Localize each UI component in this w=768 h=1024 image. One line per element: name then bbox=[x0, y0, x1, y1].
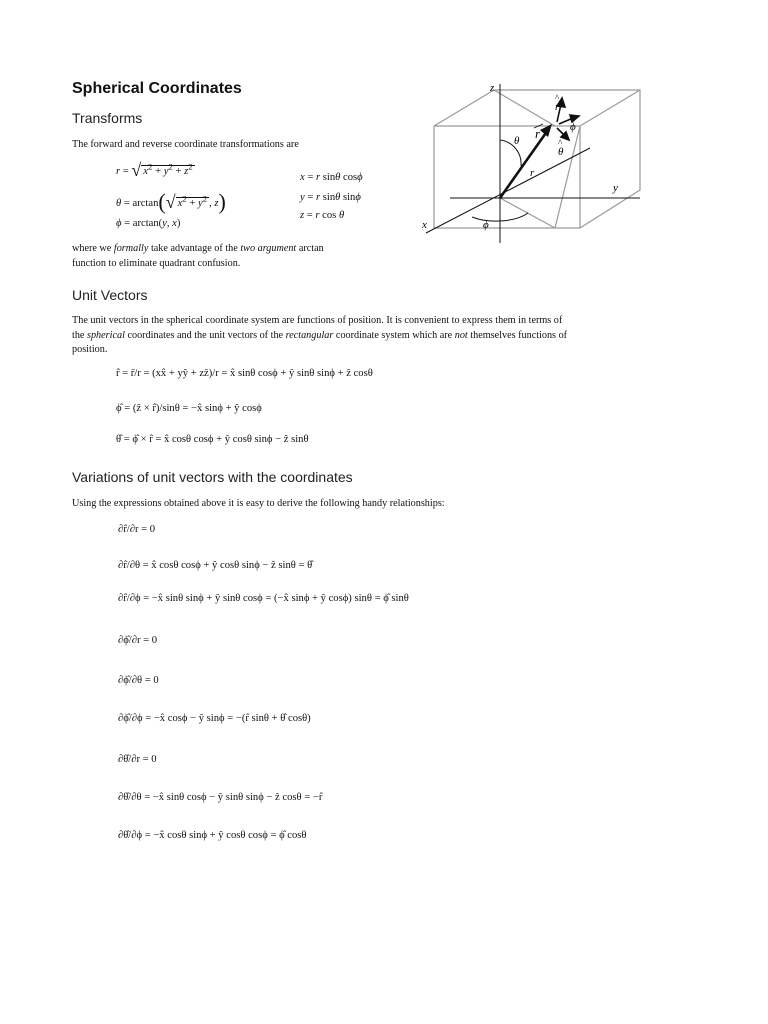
eq-dphi-hat-dphi: ∂ϕ̂/∂ϕ = −x̂ cosϕ − ŷ sinϕ = −(r̂ sinθ + θ̂ cosθ) bbox=[118, 713, 311, 724]
unit-vectors-para-line2: the spherical coordinates and the unit vectors of the rectangular coordinate system which are not themselves functions of bbox=[72, 330, 568, 341]
unit-vectors-para-line1: The unit vectors in the spherical coordinate system are functions of position. It is convenient to express them in terms of bbox=[72, 315, 563, 326]
eq-r-hat: r̂ = r̄/r = (xx̂ + yŷ + zẑ)/r = x̂ sinθ cosϕ + ŷ sinθ sinϕ + ẑ cosθ bbox=[116, 368, 373, 379]
section-heading-transforms: Transforms bbox=[72, 110, 143, 126]
axis-label-y: y bbox=[613, 182, 618, 194]
theta-hat-caret: ^ bbox=[558, 138, 563, 148]
eq-dtheta-hat-dtheta: ∂θ̂/∂θ = −x̂ sinθ cosϕ − ŷ sinθ sinϕ − ẑ cosθ = −r̂ bbox=[118, 792, 323, 803]
r-hat-label: r bbox=[555, 101, 560, 113]
angle-label-theta: θ bbox=[514, 135, 520, 147]
spherical-coordinates-figure bbox=[410, 78, 650, 248]
transforms-intro: The forward and reverse coordinate transformations are bbox=[72, 139, 299, 150]
radius-label: r bbox=[530, 167, 535, 179]
radius-vector-label: r bbox=[535, 126, 541, 141]
eq-dtheta-hat-dr: ∂θ̂/∂r = 0 bbox=[118, 754, 157, 765]
eq-dr-hat-dtheta: ∂r̂/∂θ = x̂ cosθ cosϕ + ŷ cosθ sinϕ − ẑ sinθ = θ̂ bbox=[118, 560, 313, 571]
eq-x-reverse: x = r sinθ cosϕ bbox=[300, 172, 363, 183]
eq-phi-hat: ϕ̂ = (ẑ × r̂)/sinθ = −x̂ sinϕ + ŷ cosϕ bbox=[116, 403, 262, 414]
phi-hat-label: ϕ bbox=[570, 121, 576, 133]
axis-label-x: x bbox=[422, 219, 427, 231]
eq-dphi-hat-dtheta: ∂ϕ̂/∂θ = 0 bbox=[118, 675, 159, 686]
section-heading-unit-vectors: Unit Vectors bbox=[72, 287, 148, 303]
eq-r-forward: r = √ $x^2 + y^2 + z^2$ bbox=[116, 160, 193, 180]
section-heading-variations: Variations of unit vectors with the coordinates bbox=[72, 469, 353, 485]
r-hat-caret: ^ bbox=[555, 93, 560, 103]
angle-label-phi: ϕ bbox=[483, 219, 489, 231]
eq-dtheta-hat-dphi: ∂θ̂/∂ϕ = −x̂ cosθ sinϕ + ŷ cosθ cosϕ = ϕ̂ cosθ bbox=[118, 830, 307, 841]
eq-dphi-hat-dr: ∂ϕ̂/∂r = 0 bbox=[118, 635, 158, 646]
phi-hat-caret: ^ bbox=[570, 113, 575, 123]
theta-hat-label: θ bbox=[558, 146, 564, 158]
eq-theta-hat: θ̂ = ϕ̂ × r̂ = x̂ cosθ cosϕ + ŷ cosθ sinϕ − ẑ sinθ bbox=[116, 434, 309, 445]
arctan-note-line1: where we formally take advantage of the two argument arctan bbox=[72, 243, 324, 254]
unit-vectors-para-line3: position. bbox=[72, 344, 108, 355]
eq-y-reverse: y = r sinθ sinϕ bbox=[300, 192, 361, 203]
arctan-note-line2: function to eliminate quadrant confusion. bbox=[72, 258, 241, 269]
eq-dr-hat-dphi: ∂r̂/∂ϕ = −x̂ sinθ sinϕ + ŷ sinθ cosϕ = (−x̂ sinϕ + ŷ cosϕ) sinθ = ϕ̂ sinθ bbox=[118, 593, 409, 604]
eq-phi-forward: ϕ = arctan(y, x) bbox=[116, 218, 181, 229]
eq-z-reverse: z = r cos θ bbox=[300, 210, 345, 221]
eq-theta-forward: θ = arctan(√ $x^2 + y^2$ , z) bbox=[116, 189, 226, 214]
page-title: Spherical Coordinates bbox=[72, 80, 242, 97]
variations-intro: Using the expressions obtained above it is easy to derive the following handy relationships: bbox=[72, 498, 445, 509]
axis-label-z: z bbox=[490, 82, 495, 94]
eq-dr-hat-dr: ∂r̂/∂r = 0 bbox=[118, 524, 156, 535]
